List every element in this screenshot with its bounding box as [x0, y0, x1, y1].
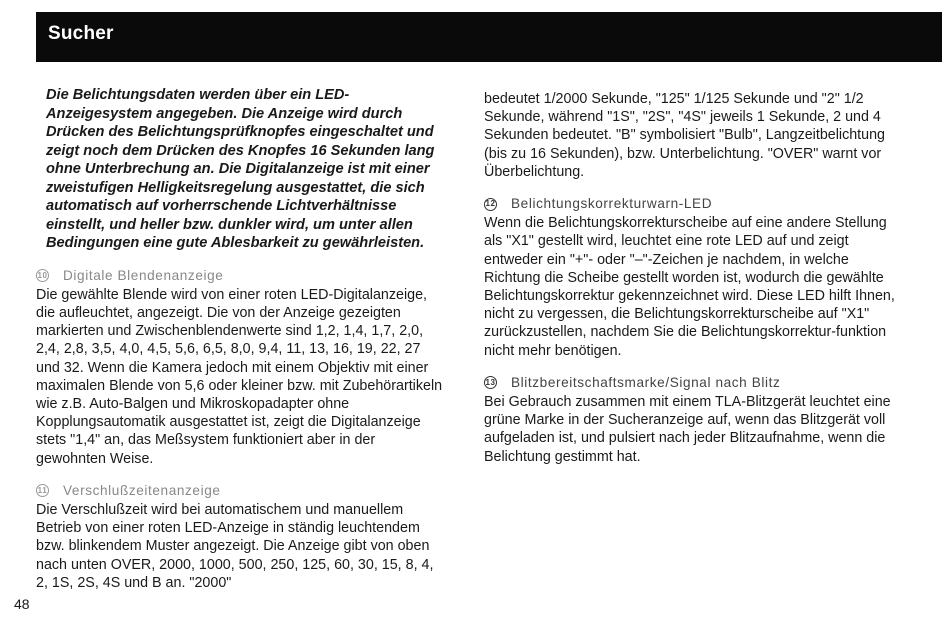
- section-text: Bei Gebrauch zusammen mit einem TLA-Blitzgerät leuchtet eine grüne Marke in der Sucheranzeige auf, wenn das Blitzgerät voll aufgeladen ist, und pulsiert nach jeder Blitzaufnahme, wenn die Belichtung gestimmt hat.: [484, 394, 891, 465]
- section-heading: [36, 267, 448, 285]
- section-title: Verschlußzeitenanzeige: [63, 482, 221, 498]
- section-text: Die Verschlußzeit wird bei automatischem und manuellem Betrieb von einer roten LED-Anzeige in ständig leuchtendem bzw. blinkendem Muster angezeigt. Die Anzeige gibt von oben nach unten OVER, 2000, 1000, 500, 250, 125, 60, 30, 15, 8, 4, 2, 1S, 2S, 4S und B an. "2000": [36, 501, 434, 591]
- section-title: Blitzbereitschaftsmarke/Signal nach Blitz: [511, 374, 781, 390]
- page-title: Sucher: [48, 23, 114, 44]
- section-heading: [484, 374, 904, 392]
- section-flash-ready: [484, 374, 904, 466]
- section-number-icon: 11: [36, 484, 49, 497]
- section-text: Die gewählte Blende wird von einer roten LED-Digitalanzeige, die aufleuchtet, angezeigt. Die von der Anzeige gezeigten markierten und Zwischenblendenwerte sind 1,2, 1,4, 1,7, 2,0, 2,4, 2,8, 3,5, 4,0, 4,5, 5,6, 6,5, 8,0, 9,4, 11, 13, 16, 19, 22, 27 und 32. Wenn die Kamera jedoch mit einem Objektiv mit einer maximalen Blende von 5,6 oder kleiner bzw. mit Zubehörartikeln wie z.B. Auto-Balgen und Mikroskopadapter ohne Kopplungsautomatik ausgestattet ist, zeigt die Digitalanzeige stets "1,4" an, das Meßsystem funktioniert aber in der gewohnten Weise.: [36, 286, 443, 467]
- section-shutter-display: [36, 482, 448, 592]
- continuation-text: bedeutet 1/2000 Sekunde, "125" 1/125 Sekunde und "2" 1/2 Sekunde, während "1S", "2S", "4S" jeweils 1 Sekunde, 2 und 4 Sekunden bedeutet. "B" symbolisiert "Bulb", Langzeitbelichtung (bis zu 16 Sekunden), bzw. Unterbelichtung. "OVER" warnt vor Überbelichtung.: [484, 91, 886, 180]
- right-column: [484, 86, 904, 466]
- section-heading: [36, 482, 448, 500]
- left-column: [36, 86, 448, 592]
- section-number-icon: 13: [484, 376, 497, 389]
- section-exposure-warning: [484, 195, 904, 360]
- intro-paragraph: Die Belichtungsdaten werden über ein LED-Anzeigesystem angegeben. Die Anzeige wird durch Drücken des Belichtungsprüfknopfes eingeschaltet und zeigt noch dem Drücken des Knopfes 16 Sekunden lang ohne Unterbrechung an. Die Digitalanzeige ist mit einer zweistufigen Helligkeitsregelung ausgestattet, die sich automatisch auf vorherrschende Lichtverhältnisse einstellt, und heller bzw. dunkler wird, um unter allen Bedingungen eine gute Ablesbarkeit zu gewährleisten.: [46, 87, 435, 251]
- section-text: Wenn die Belichtungskorrekturscheibe auf eine andere Stellung als "X1" gestellt wird, leuchtet eine rote LED auf und zeigt entweder ein "+"- oder "–"-Zeichen je nachdem, in welche Richtung die Scheibe gestellt worden ist, wodurch die gewählte Belichtungskorrektur gekennzeichnet wird. Diese LED hilft Ihnen, nicht zu vergessen, die Belichtungskorrekturscheibe auf "X1" zurückzustellen, nachdem Sie die Belichtungskorrektur-funktion nicht mehr benötigen.: [484, 215, 895, 359]
- page-number: 48: [14, 596, 30, 612]
- section-number-icon: 10: [36, 269, 49, 282]
- section-title: Belichtungskorrekturwarn-LED: [511, 196, 713, 212]
- section-header-bar: [36, 12, 942, 62]
- section-heading: [484, 195, 904, 213]
- section-aperture-display: [36, 267, 448, 468]
- section-number-icon: 12: [484, 198, 497, 211]
- section-title: Digitale Blendenanzeige: [63, 267, 224, 283]
